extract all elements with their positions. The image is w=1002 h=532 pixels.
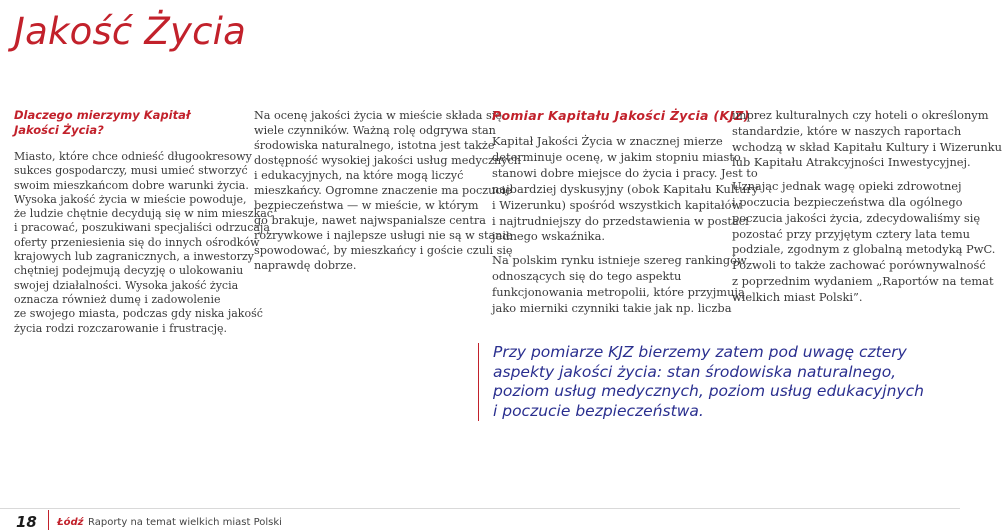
text-line: Na ocenę jakości życia w mieście składa się <box>254 109 502 122</box>
text-line: swoim mieszkańcom dobre warunki życia. <box>14 178 249 192</box>
text-line: chętniej podejmują decyzję o ulokowaniu <box>14 264 244 278</box>
text-line: funkcjonowania metropolii, które przyjmują <box>492 285 745 300</box>
text-line: i poczucia bezpieczeństwa dla ogólnego <box>732 194 963 209</box>
text-line: spowodować, by mieszkańcy i goście czuli się <box>254 244 513 257</box>
column-2 <box>254 108 521 273</box>
text-line: swojej działalności. Wysoka jakość życia <box>14 278 239 292</box>
page-title: Jakość Życia <box>14 10 246 53</box>
text-line: wielkich miast Polski”. <box>732 289 863 304</box>
column-4 <box>732 108 1002 306</box>
quote-line: poziom usług medycznych, poziom usług edukacyjnych <box>493 382 924 400</box>
text-line: środowiska naturalnego, istotna jest także <box>254 139 495 152</box>
quote-line: Przy pomiarze KJZ bierzemy zatem pod uwagę cztery <box>493 343 907 361</box>
text-line: i najtrudniejszy do przedstawienia w postaci <box>492 213 749 228</box>
text-line: Na polskim rynku istnieje szereg rankingów <box>492 253 747 268</box>
text-line: stanowi dobre miejsce do życia i pracy. Jest to <box>492 165 758 180</box>
page-number: 18 <box>16 513 37 531</box>
column-1 <box>14 108 273 336</box>
text-line: go brakuje, nawet najwspanialsze centra <box>254 214 486 227</box>
text-line: ze swojego miasta, podczas gdy niska jakość <box>14 307 263 321</box>
text-line: bezpieczeństwa — w mieście, w którym <box>254 199 479 212</box>
quote-line: i poczucie bezpieczeństwa. <box>493 401 704 420</box>
text-line: wiele czynników. Ważną rolę odgrywa stan <box>254 124 496 137</box>
page-footer <box>0 508 960 532</box>
text-line: odnoszących się do tego aspektu <box>492 269 682 284</box>
footer-separator <box>48 510 49 530</box>
text-line: Pozwoli to także zachować porównywalność <box>732 258 986 273</box>
text-line: i pracować, poszukiwani specjaliści odrzucają <box>14 221 270 235</box>
text-line: imprez kulturalnych czy hoteli o określonym <box>732 108 989 122</box>
text-line: naprawdę dobrze. <box>254 259 357 272</box>
text-line: rozrywkowe i najlepsze usługi nie są w stanie <box>254 229 513 242</box>
text-line: Kapitał Jakości Życia w znacznej mierze <box>492 134 723 148</box>
text-line: wchodzą w skład Kapitału Kultury i Wizerunku <box>732 139 1002 154</box>
text-line: determinuje ocenę, w jakim stopniu miasto <box>492 149 741 164</box>
text-line: standardzie, które w naszych raportach <box>732 123 962 138</box>
text-line: dostępność wysokiej jakości usług medycznych <box>254 154 521 167</box>
text-line: Miasto, które chce odnieść długookresowy <box>14 150 252 163</box>
footer-city: Łódź <box>57 517 84 528</box>
text-line: życia rodzi rozczarowanie i frustrację. <box>14 321 228 335</box>
text-line: mieszkańcy. Ogromne znaczenie ma poczucie <box>254 184 512 197</box>
section-heading-kjz: Pomiar Kapitału Jakości Życia (KJZ) <box>492 108 750 123</box>
text-line: i edukacyjnych, na które mogą liczyć <box>254 169 464 182</box>
section-heading-why: Dlaczego mierzymy Kapitał Jakości Życia? <box>14 108 191 137</box>
text-line: oferty przeniesienia się do innych ośrodków <box>14 235 260 249</box>
paragraph-gap <box>492 245 758 253</box>
text-line: lub Kapitału Atrakcyjności Inwestycyjnej. <box>732 155 971 170</box>
text-line: podziale, zgodnym z globalną metodyką PwC. <box>732 242 996 257</box>
text-line: i Wizerunku) spośród wszystkich kapitałów <box>492 197 742 212</box>
footer-divider <box>0 508 960 509</box>
text-line: sukces gospodarczy, musi umieć stworzyć <box>14 164 248 178</box>
quote-line: aspekty jakości życia: stan środowiska naturalnego, <box>493 362 897 381</box>
paragraph-gap <box>732 171 1002 179</box>
text-line: jako mierniki czynniki takie jak np. liczba <box>492 301 732 316</box>
footer-publication: Raporty na temat wielkich miast Polski <box>88 517 282 528</box>
text-line: pozostać przy przyjętym cztery lata temu <box>732 226 970 241</box>
text-line: z poprzednim wydaniem „Raportów na temat <box>732 273 994 288</box>
text-line: poczucia jakości życia, zdecydowaliśmy się <box>732 210 981 225</box>
pull-quote <box>478 343 924 421</box>
text-line: najbardziej dyskusyjny (obok Kapitału Kultury <box>492 181 759 196</box>
text-line: krajowych lub zagranicznych, a inwestorzy <box>14 250 254 264</box>
text-line: Wysoka jakość życia w mieście powoduje, <box>14 192 247 206</box>
text-line: Uznając jednak wagę opieki zdrowotnej <box>732 179 962 194</box>
column-3 <box>492 108 758 317</box>
text-line: że ludzie chętnie decydują się w nim mieszkać <box>14 207 273 221</box>
text-line: oznacza również dumę i zadowolenie <box>14 292 221 306</box>
text-line: jednego wskaźnika. <box>492 229 605 244</box>
